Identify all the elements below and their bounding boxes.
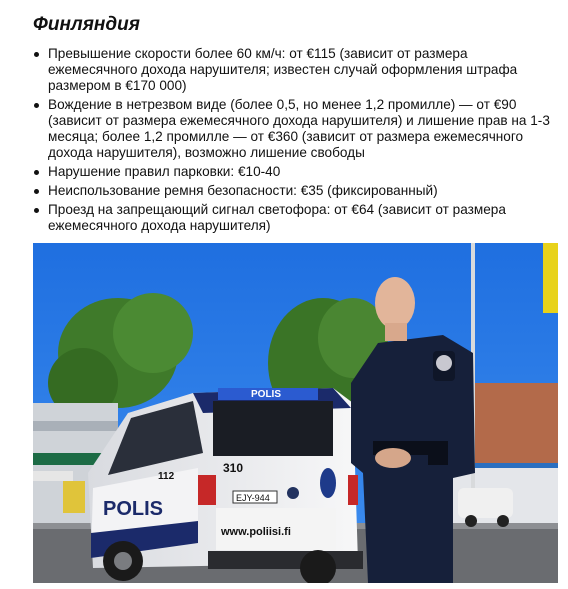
police-van (88, 388, 363, 583)
van-side-number: 112 (158, 471, 175, 482)
list-item: Превышение скорости более 60 км/ч: от €115 (зависит от размера ежемесячного дохода нарушителя; известен случай оформления штрафа размером в €170 000) (30, 46, 555, 94)
van-number: 310 (223, 461, 244, 475)
van-url: www.poliisi.fi (221, 526, 291, 538)
van-roof-label: POLIS (251, 389, 282, 400)
van-side-label: POLIS (103, 498, 164, 520)
fines-list (30, 46, 555, 237)
police-photo (33, 243, 558, 583)
list-item: Неиспользование ремня безопасности: €35 (фиксированный) (30, 183, 555, 199)
list-item: Нарушение правил парковки: €10-40 (30, 164, 555, 180)
list-item: Проезд на запрещающий сигнал светофора: от €64 (зависит от размера ежемесячного дохода нарушителя) (30, 202, 555, 234)
license-plate: EJY-944 (236, 493, 270, 503)
list-item: Вождение в нетрезвом виде (более 0,5, но менее 1,2 промилле) — от €90 (зависит от размера ежемесячного дохода нарушителя) и лишение прав на 1-3 месяца; более 1,2 промилле — от €360 (зависит от размера ежемесячного дохода нарушителя), возможно лишение свободы (30, 97, 555, 161)
page-title: Финляндия (33, 14, 140, 35)
